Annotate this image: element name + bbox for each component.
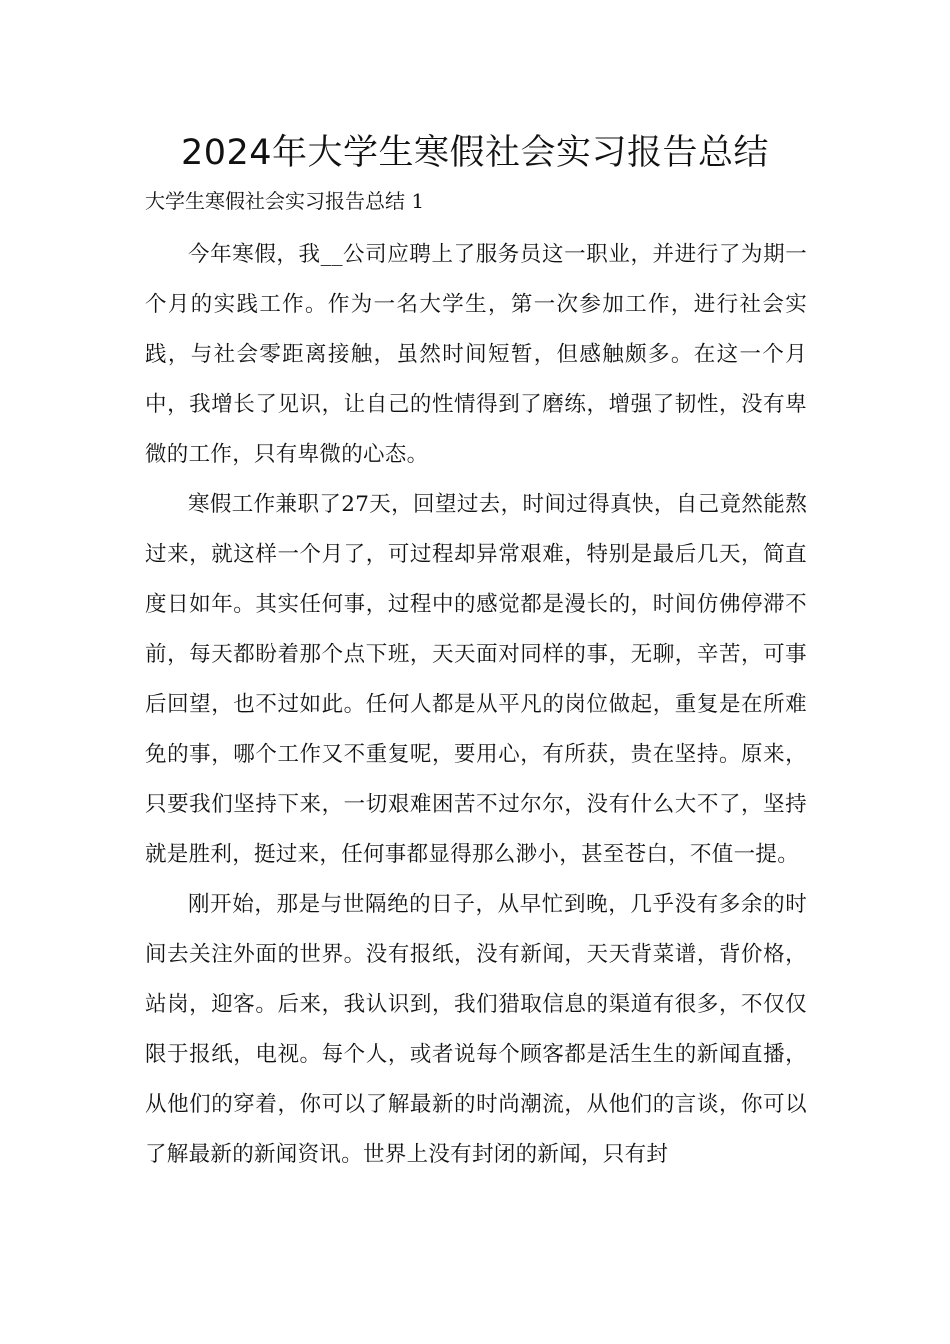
document-body: [145, 230, 807, 1180]
document-title: 2024年大学生寒假社会实习报告总结: [180, 133, 770, 173]
paragraph-2: 寒假工作兼职了27天，回望过去，时间过得真快，自己竟然能熬过来，就这样一个月了，可过程却异常艰难，特别是最后几天，简直度日如年。其实任何事，过程中的感觉都是漫长的，时间仿佛停滞不前，每天都盼着那个点下班，天天面对同样的事，无聊，辛苦，可事后回望，也不过如此。任何人都是从平凡的岗位做起，重复是在所难免的事，哪个工作又不重复呢，要用心，有所获，贵在坚持。原来，只要我们坚持下来，一切艰难困苦不过尔尔，没有什么大不了，坚持就是胜利，挺过来，任何事都显得那么渺小，甚至苍白，不值一提。: [145, 492, 807, 867]
document-subtitle: 大学生寒假社会实习报告总结 1: [145, 189, 425, 213]
paragraph-3: 刚开始，那是与世隔绝的日子，从早忙到晚，几乎没有多余的时间去关注外面的世界。没有报纸，没有新闻，天天背菜谱，背价格，站岗，迎客。后来，我认识到，我们猎取信息的渠道有很多，不仅仅限于报纸，电视。每个人，或者说每个顾客都是活生生的新闻直播，从他们的穿着，你可以了解最新的时尚潮流，从他们的言谈，你可以了解最新的新闻资讯。世界上没有封闭的新闻，只有封: [145, 892, 807, 1167]
paragraph-1: 今年寒假，我__公司应聘上了服务员这一职业，并进行了为期一个月的实践工作。作为一名大学生，第一次参加工作，进行社会实践，与社会零距离接触，虽然时间短暂，但感触颇多。在这一个月中，我增长了见识，让自己的性情得到了磨练，增强了韧性，没有卑微的工作，只有卑微的心态。: [145, 242, 807, 467]
